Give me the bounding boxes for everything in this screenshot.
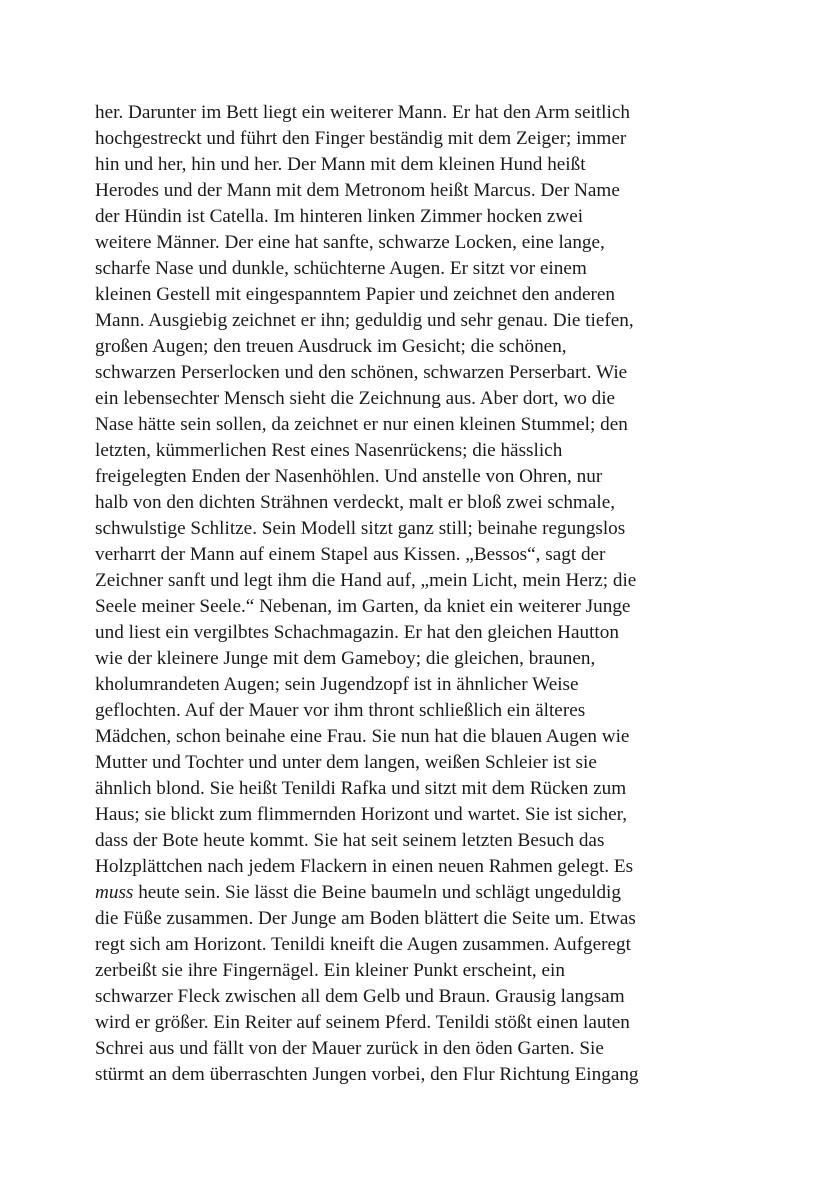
- text-line: ein lebensechter Mensch sieht die Zeichnung aus. Aber dort, wo die: [95, 388, 616, 409]
- text-line: Mädchen, schon beinahe eine Frau. Sie nun hat die blauen Augen wie: [95, 726, 630, 747]
- text-line: weitere Männer. Der eine hat sanfte, schwarze Locken, eine lange,: [95, 232, 605, 253]
- body-text: [95, 100, 755, 1088]
- text-line: geflochten. Auf der Mauer vor ihm thront schließlich ein älteres: [95, 700, 586, 721]
- text-line: [95, 880, 755, 906]
- text-line: Haus; sie blickt zum flimmernden Horizont und wartet. Sie ist sicher,: [95, 804, 628, 825]
- text-line: kleinen Gestell mit eingespanntem Papier und zeichnet den anderen: [95, 284, 616, 305]
- text-line: Zeichner sanft und legt ihm die Hand auf, „mein Licht, mein Herz; die: [95, 570, 637, 591]
- emphasized-word: muss: [95, 882, 134, 903]
- text-line: kholumrandeten Augen; sein Jugendzopf ist in ähnlicher Weise: [95, 674, 579, 695]
- text-line: großen Augen; den treuen Ausdruck im Gesicht; die schönen,: [95, 336, 567, 357]
- text-line: die Füße zusammen. Der Junge am Boden blättert die Seite um. Etwas: [95, 908, 636, 929]
- text-line: freigelegten Enden der Nasenhöhlen. Und anstelle von Ohren, nur: [95, 466, 603, 487]
- text-line: und liest ein vergilbtes Schachmagazin. Er hat den gleichen Hautton: [95, 622, 619, 643]
- text-line: wie der kleinere Junge mit dem Gameboy; die gleichen, braunen,: [95, 648, 596, 669]
- text-line: dass der Bote heute kommt. Sie hat seit seinem letzten Besuch das: [95, 830, 605, 851]
- text-line: scharfe Nase und dunkle, schüchterne Augen. Er sitzt vor einem: [95, 258, 587, 279]
- text-line: letzten, kümmerlichen Rest eines Nasenrückens; die hässlich: [95, 440, 563, 461]
- text-line: zerbeißt sie ihre Fingernägel. Ein kleiner Punkt erscheint, ein: [95, 960, 565, 981]
- text-line: her. Darunter im Bett liegt ein weiterer Mann. Er hat den Arm seitlich: [95, 102, 630, 123]
- text-line: Mann. Ausgiebig zeichnet er ihn; geduldig und sehr genau. Die tiefen,: [95, 310, 634, 331]
- text-line: schwarzen Perserlocken und den schönen, schwarzen Perserbart. Wie: [95, 362, 628, 383]
- text-line: Seele meiner Seele.“ Nebenan, im Garten, da kniet ein weiterer Junge: [95, 596, 631, 617]
- text-line: schwarzer Fleck zwischen all dem Gelb und Braun. Grausig langsam: [95, 986, 625, 1007]
- text-line: Holzplättchen nach jedem Flackern in einen neuen Rahmen gelegt. Es: [95, 856, 634, 877]
- text-line: hochgestreckt und führt den Finger beständig mit dem Zeiger; immer: [95, 128, 627, 149]
- text-line: der Hündin ist Catella. Im hinteren linken Zimmer hocken zwei: [95, 206, 584, 227]
- text-line: ähnlich blond. Sie heißt Tenildi Rafka und sitzt mit dem Rücken zum: [95, 778, 627, 799]
- text-line: Herodes und der Mann mit dem Metronom heißt Marcus. Der Name: [95, 180, 620, 201]
- text-line: Schrei aus und fällt von der Mauer zurück in den öden Garten. Sie: [95, 1038, 604, 1059]
- text-line: wird er größer. Ein Reiter auf seinem Pferd. Tenildi stößt einen lauten: [95, 1012, 630, 1033]
- text-line: hin und her, hin und her. Der Mann mit dem kleinen Hund heißt: [95, 154, 586, 175]
- text-line: stürmt an dem überraschten Jungen vorbei, den Flur Richtung Eingang: [95, 1064, 639, 1085]
- text-line: halb von den dichten Strähnen verdeckt, malt er bloß zwei schmale,: [95, 492, 616, 513]
- text-line: verharrt der Mann auf einem Stapel aus Kissen. „Bessos“, sagt der: [95, 544, 606, 565]
- text-line-rest: heute sein. Sie lässt die Beine baumeln und schlägt ungeduldig: [133, 882, 621, 903]
- text-line: schwulstige Schlitze. Sein Modell sitzt ganz still; beinahe regungslos: [95, 518, 626, 539]
- text-line: Mutter und Tochter und unter dem langen, weißen Schleier ist sie: [95, 752, 597, 773]
- text-line: Nase hätte sein sollen, da zeichnet er nur einen kleinen Stummel; den: [95, 414, 628, 435]
- text-line: regt sich am Horizont. Tenildi kneift die Augen zusammen. Aufgeregt: [95, 934, 631, 955]
